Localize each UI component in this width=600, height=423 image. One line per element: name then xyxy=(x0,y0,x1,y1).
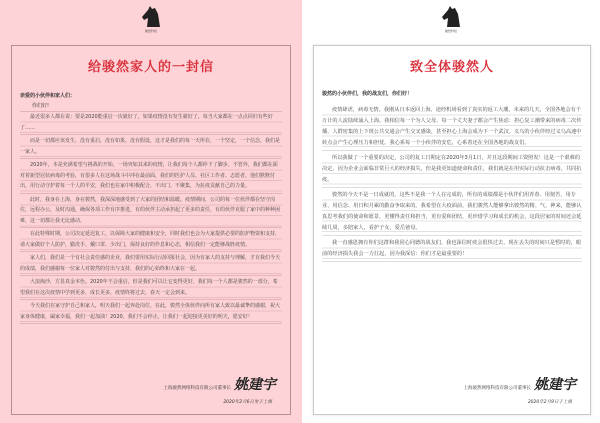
signature-name: 姚建宇 xyxy=(534,377,576,393)
logo-text: 骏然科技 xyxy=(444,29,457,33)
paragraph: 家人们，我们是一个有社会责任感的企业，我们要用实际行动回报社会，因为有家人的支持与理解，才有我们今天的成绩，我们感谢每一位家人对骏然的付出与支持，我们的心始终和大家在一起。 xyxy=(20,253,282,276)
paragraph: 最近很多人都在说：要是2020能重启一次就好了，如果疫情没有发生就好了，每当大家都在一点点回归有些好了…… xyxy=(20,112,282,135)
signature-org: 上海骏然网络科技有限公司董事长 xyxy=(463,386,531,391)
paragraph: 我一直感恩拥有你们这群和我同心同德的战友们，我也深信时疫会很快过去，现在丢失的时间只是暂时的，眼前的经济损失我会一力扛起，因为我深信：你们才是最重要的！ xyxy=(322,238,582,262)
horse-head-icon xyxy=(141,6,161,28)
company-logo xyxy=(431,6,471,33)
salutation: 亲爱的小伙伴和家人们： xyxy=(20,93,76,99)
letter-card xyxy=(313,45,591,415)
hello-line: 你们好! xyxy=(20,101,282,112)
paragraph: 骏然的今天不是一日成就的，这些不是我一个人在完成的，所有的成绩都是小伙伴们用青春、用刻苦、用专业、用信念、用日积月累的勤奋争取来的。我希望在大疫面前，我们骏然人能够拿出骏然的精、气、神来，能够认真思考我们的使命和愿景，更懂得责任和担当，更有爱和团结，更珍惜学习和成长的机会，这段居家的时间还会延续几周，多陪家人，看护子女，爱岳爸母。 xyxy=(322,190,582,236)
letter-title: 给骏然家人的一封信 xyxy=(87,60,214,75)
paragraph: 今天我们在家守护自己和家人，明天我们一起奔赴岗位，在此，骏然全体伙伴向所有家人致以最诚挚的感谢，祝大家身体健康，阖家幸福，我们一起加油！2020，我们不会停止，让我们一起迎接更美好的明天，愿安好！ xyxy=(20,301,282,324)
letter-body xyxy=(12,91,290,324)
signature-block xyxy=(164,374,277,394)
salutation: 骏然的小伙伴们，我的战友们，你们好！ xyxy=(322,91,413,97)
paragraph: 所以我做了一个重要的决定，公司的复工日期定在2020年3月1日，并且这段期间工资照发！这是一个艰难的决定，因为企业会面临非常巨大的经济损失，但是我更知道使命和责任，我们就是在用实际行动抗击病毒，共同抗疫。 xyxy=(322,153,582,188)
letter-date: 2020年2月6日发于上海 xyxy=(223,400,272,405)
signature-block xyxy=(464,374,577,394)
paragraph: 大浪淘沙，方显真金本色。2020年不会重启，但是我们可以让它变得更好，我们每一个人都是骏然的一部分，希望我们在这次疫情中学到更多，成长更多，疫情终将过去，春天一定会到来。 xyxy=(20,277,282,300)
letter-staff-panel xyxy=(302,0,600,423)
paragraph: 而是一切都应该发生，没有重启，没有如果，没有假设，这才是我们的每一天所在，一个坚定，一个信念，我们是一家人。 xyxy=(20,136,282,159)
signature-name: 姚建宇 xyxy=(234,377,276,393)
paragraph: 2020年，本是充满希望与挑战的开始，一场突如其来的疫情，让我们每个人都停下了脚步。不管外，我们都在面对着新型冠状病毒的考验，有很多人在这场战斗中冲在最前面，我们的医护人员、社区工作者、志愿者，他们默默付出，用行动守护着每一个人的平安，我们也在家中积极配合，不出门、不聚集，为抗疫贡献自己的力量。 xyxy=(20,160,282,194)
paragraph: 疫情肆虐，病毒无情。我刚从日本返回上海，途经机场看到了真实的返工大潮。未来的几天，全国各地会有千万计的人流陆续涌入上海。我相信每一个为人父母、每一个丈夫妻子都会产生焦虑：担心复工潮带来的病毒二次传播，人群密集的上下班公共交通会产生交叉感染，甚至担心上海会成为下一个武汉。义乌的小伙伴经过义乌高速中转点会产生心理压力和担忧。我心系每一个小伙伴的安危，心系着还在全国各地的战友们。 xyxy=(322,105,582,151)
company-logo xyxy=(131,6,171,33)
letter-card xyxy=(11,45,291,415)
paragraph: 在此特殊时期，公司决定延迟复工，以保障大家的健康和安全，同时我们也会为大家提供必要的防护物资和支持，请大家做好个人防护，勤洗手、戴口罩、少出门，保持良好的作息和心态，相信我们一定能够战胜疫情。 xyxy=(20,229,282,252)
horse-head-icon xyxy=(441,6,461,28)
letter-title: 致全体骏然人 xyxy=(409,60,494,75)
logo-text: 骏然科技 xyxy=(144,29,157,33)
letter-date: 2020年2月9日于上海 xyxy=(527,400,572,405)
letter-body xyxy=(314,89,590,262)
paragraph: 此时，我身在上海，身在骏然，我深深地感受到了大家的团结和温暖。疫情期间，公司的每一位伙伴都在坚守岗位，远程办公，及时沟通，确保各项工作有序推进，有的伙伴主动承担起了更多的责任，有的伙伴克服了家中的种种困难，这一切都让我无比感动。 xyxy=(20,195,282,229)
signature-org: 上海骏然网络科技有限公司董事长 xyxy=(163,386,231,391)
